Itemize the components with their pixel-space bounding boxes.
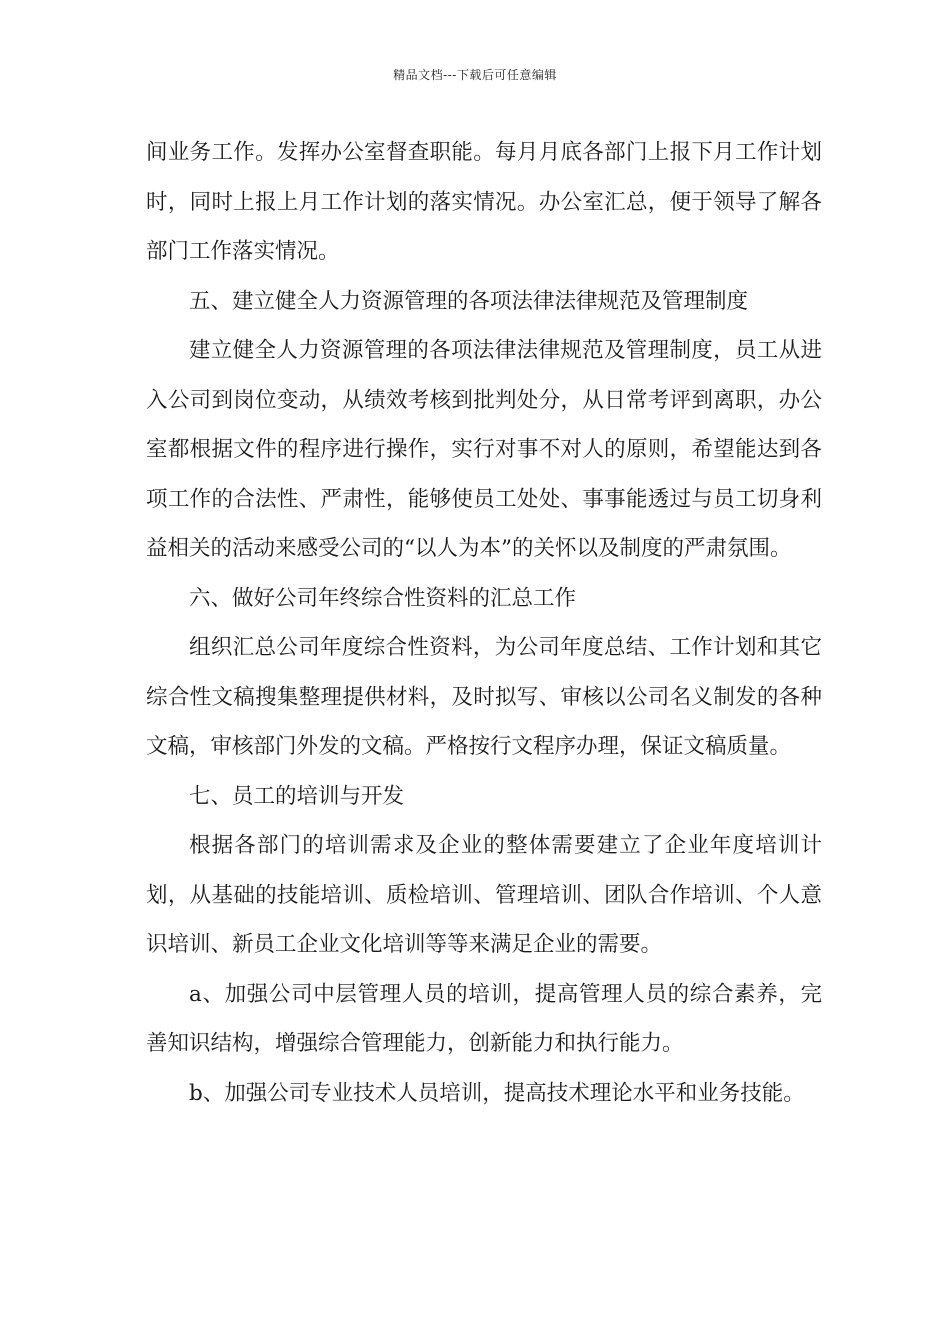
paragraph-continuation: 间业务工作。发挥办公室督查职能。每月月底各部门上报下月工作计划时，同时上报上月工作计划的落实情况。办公室汇总，便于领导了解各部门工作落实情况。 [146, 140, 822, 264]
paragraph-training-plan: 根据各部门的培训需求及企业的整体需要建立了企业年度培训计划，从基础的技能培训、质检培训、管理培训、团队合作培训、个人意识培训、新员工企业文化培训等等来满足企业的需要。 [146, 833, 822, 957]
paragraph-annual-summary: 组织汇总公司年度综合性资料，为公司年度总结、工作计划和其它综合性文稿搜集整理提供材料，及时拟写、审核以公司名义制发的各种文稿，审核部门外发的文稿。严格按行文程序办理，保证文稿质量。 [146, 635, 822, 759]
section-heading-6: 六、做好公司年终综合性资料的汇总工作 [189, 585, 577, 611]
paragraph-item-b: b、加强公司专业技术人员培训，提高技术理论水平和业务技能。 [189, 1080, 805, 1106]
section-heading-7: 七、员工的培训与开发 [189, 783, 405, 809]
document-body [146, 128, 822, 1118]
page-header: 精品文档---下载后可任意编辑 [393, 68, 557, 82]
section-heading-5: 五、建立健全人力资源管理的各项法律法律规范及管理制度 [189, 288, 749, 314]
paragraph-hr-rules: 建立健全人力资源管理的各项法律法律规范及管理制度，员工从进入公司到岗位变动，从绩效考核到批判处分，从日常考评到离职，办公室都根据文件的程序进行操作，实行对事不对人的原则，希望能达到各项工作的合法性、严肃性，能够使员工处处、事事能透过与员工切身利益相关的活动来感受公司的“以人为本”的关怀以及制度的严肃氛围。 [146, 338, 822, 561]
paragraph-item-a: a、加强公司中层管理人员的培训，提高管理人员的综合素养，完善知识结构，增强综合管理能力，创新能力和执行能力。 [146, 981, 822, 1056]
